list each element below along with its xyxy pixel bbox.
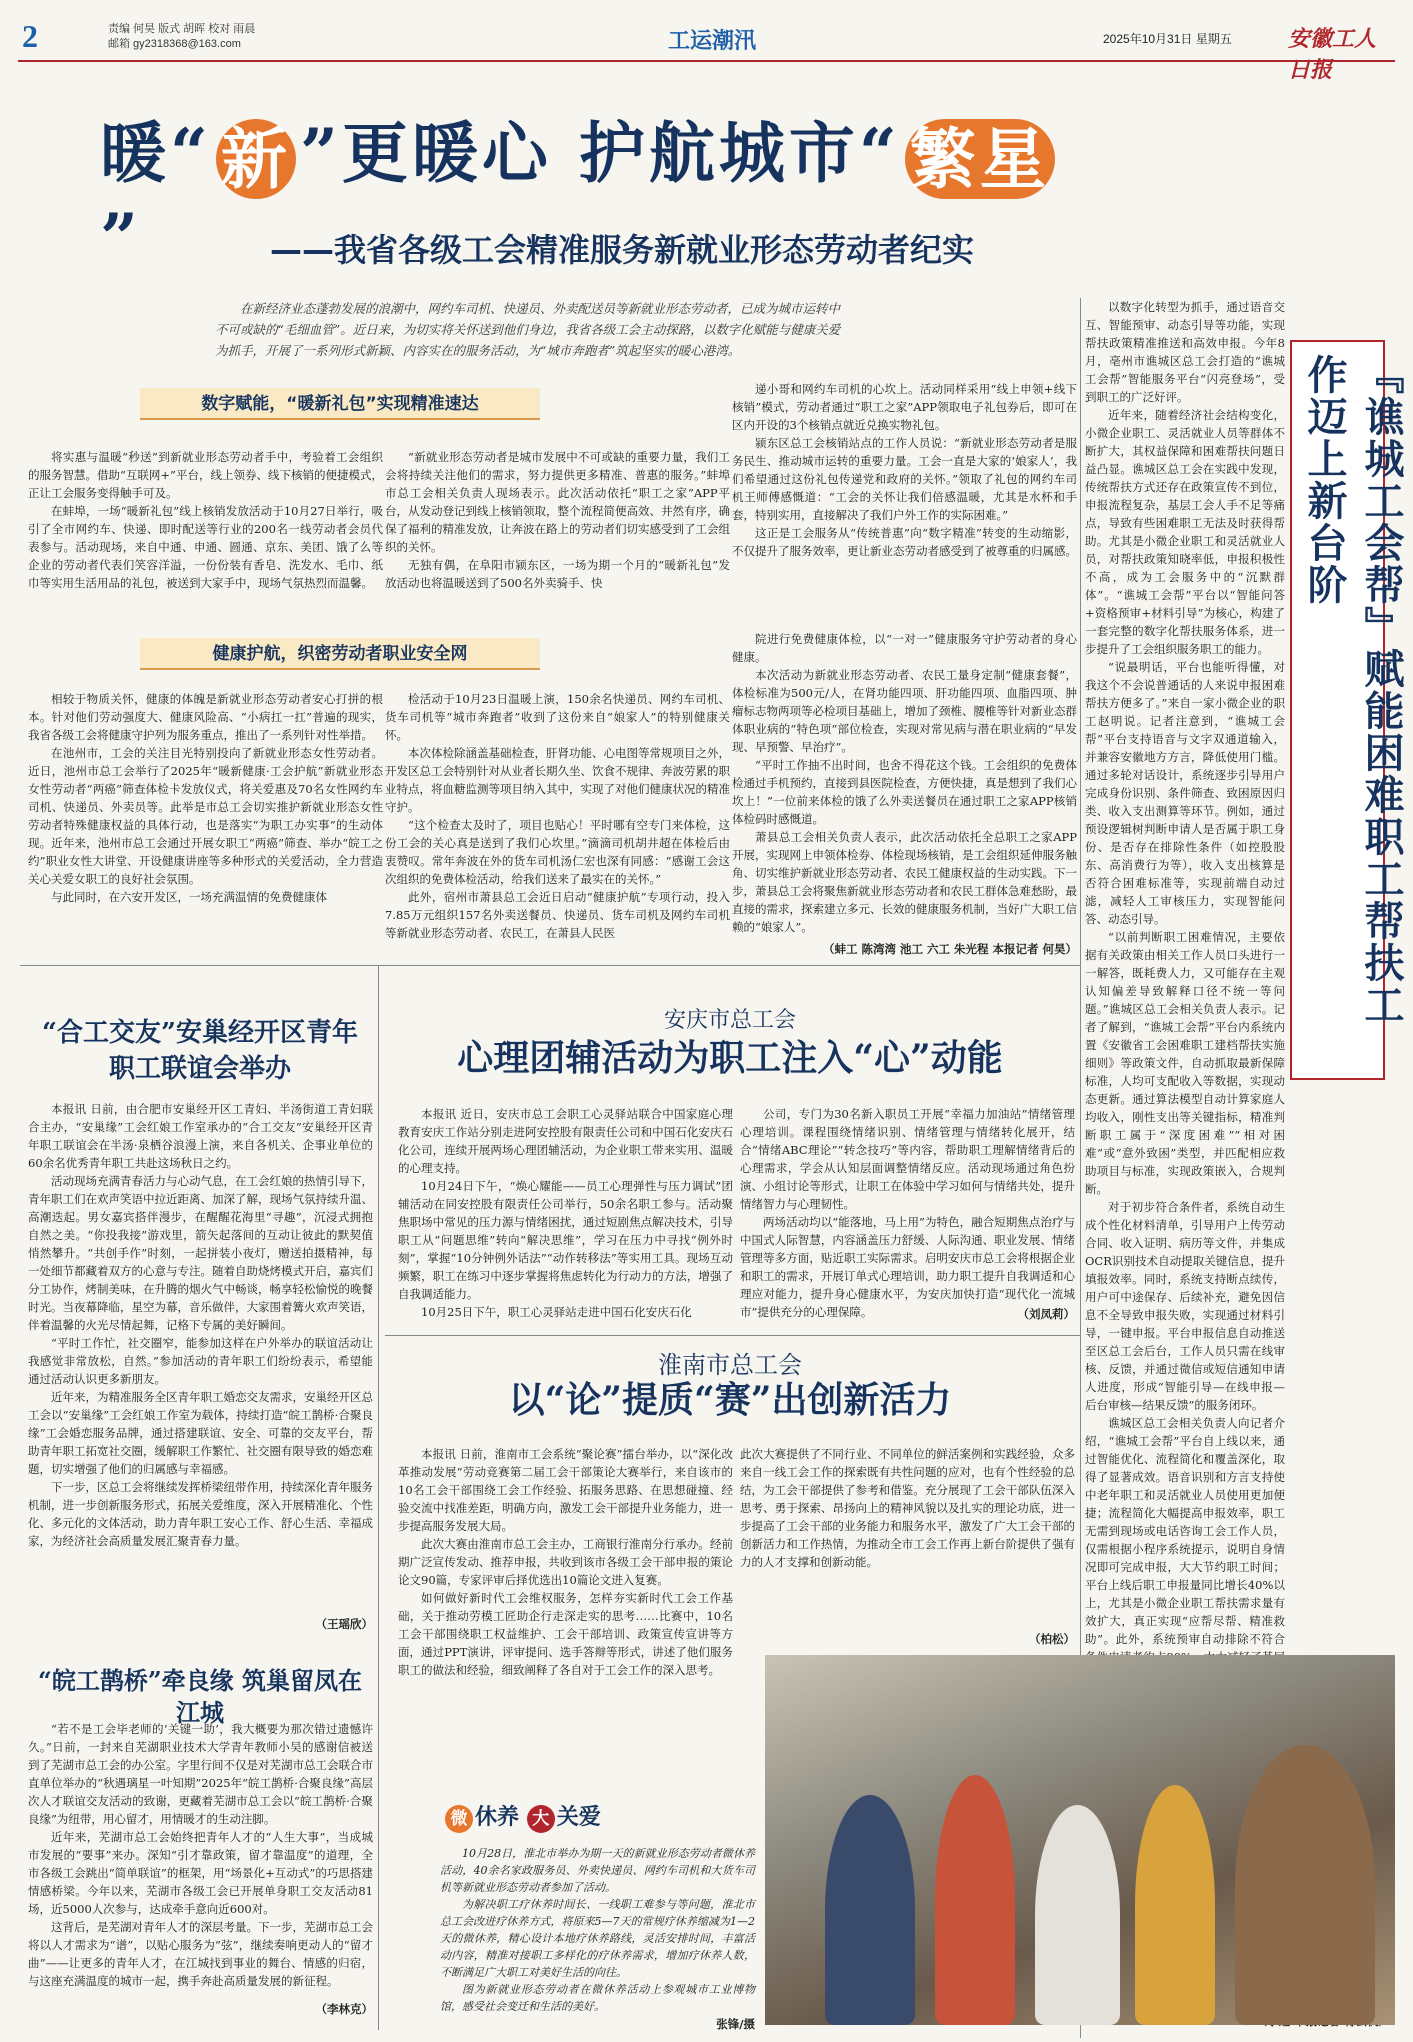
article-hegong-byline: （王瑶欣） (315, 1617, 373, 1631)
article-wangong-body: “若不是工会毕老师的‘关键一助’，我大概要为那次错过遗憾许久。”日前，一封来自芜湖职业技术大学青年教师小吴的感谢信被送到了芜湖市总工会的办公室。字里行间不仅是对芜湖市总工会联合市直单位举办的“秋遇璃星一叶知期”2025年“皖工鹊桥·合聚良缘”高层次人才联谊交友活动的致谢，更藏着芜湖市总工会以“皖工鹊桥·合聚良缘”为纽带，用心留才，用情暖才的生动注脚。 近年来，芜湖市总工会始终把青年人才的“人生大事”，当成城市发展的“要事”来办。深知“引才靠政策，留才靠温度”的道理，全市各级工会跳出“简单联谊”的框架，用“场景化+互动式”的巧思搭建情感桥梁。今年以来，芜湖市各级工会已开展单身职工交友活动81场，近5000人次参与，达成牵手意向近600对。 这背后，是芜湖对青年人才的深层考量。下一步，芜湖市总工会将以人才需求为“谱”，以贴心服务为“弦”，继续奏响更动人的“留才曲”——让更多的青年人才，在江城找到事业的舞台、情感的归宿，与这座充满温度的城市一起，携手奔赴高质量发展的新征程。 (28, 1722, 373, 1988)
tag-badge: 大 (527, 1805, 555, 1833)
article-wangong-byline: （李林克） (315, 2002, 373, 2016)
photo-figure (825, 1795, 915, 2025)
article-anqing-col-1: 本报讯 近日，安庆市总工会职工心灵驿站联合中国家庭心理教育安庆工作站分别走进阿安控股有限责任公司和中国石化安庆石化公司，连续开展两场心理团辅活动，为企业职工带来实用、温暖的心理支持。 10月24日下午，“焕心耀能——员工心理弹性与压力调试”团辅活动在同安控股有限责任公司举行，50余名职工参与。活动聚焦职场中常见的压力源与情绪困扰，通过短剧焦点解决技术，引导职工从“问题思维”转向“解决思维”，学习在压力中寻找“例外时刻”，掌握“10分钟例外话法”“动作转移法”等实用工具。现场互动频繁，职工在练习中逐步掌握将焦虑转化为行动力的方法，增强了自我调适能力。 10月25日下午，职工心灵驿站走进中国石化安庆石化 (398, 1107, 733, 1319)
section-title-digital: 数字赋能，“暖新礼包”实现精准速达 (140, 388, 540, 420)
divider (20, 965, 1080, 966)
side-article-body: 以数字化转型为抓手，通过语音交互、智能预审、动态引导等功能，实现帮扶政策精准推送和高效申报。今年8月，亳州市谯城区总工会打造的“谯城工会帮”智能服务平台“闪亮登场”，受到职工的广泛好评。 近年来，随着经济社会结构变化，小微企业职工、灵活就业人员等群体不断扩大，其权益保障和困难帮扶问题日益凸显。谯城区总工会在实践中发现，传统帮扶方式还存在政策宣传不到位，申报流程复杂，基层工会人手不足等痛点，导致有些困难职工无法及时获得帮助。尤其是小微企业职工和灵活就业人员，对帮扶政策知晓率低，申报积极性不高，成为工会服务中的“沉默群体”。“谯城工会帮”平台以“智能问答+资格预审+材料引导”为核心，构建了一套完整的数字化帮扶服务体系，进一步提升了工会组织服务职工的能力。 “说最明话，平台也能听得懂，对我这个不会说普通话的人来说申报困难帮扶方便多了。”来自一家小微企业的职工赵明说。记者注意到，“谯城工会帮”平台支持语音与文字双通道输入，并兼容安徽地方方言，降低使用门槛。通过多轮对话设计，系统逐步引导用户完成身份识别、条件筛查、致困原因归类、收入支出测算等环节。例如，通过预设逻辑树判断申请人是否属于职工身份、是否存在排除性条件（如控股股东、高消费行为等），收入支出核算是否符合困难标准等，实现前端自动过滤，减轻人工审核压力，实现智能问答、动态引导。 “以前判断职工困难情况，主要依据有关政策由相关工作人员口头进行一一解答，既耗费人力，又可能存在主观认知偏差导致解释口径不统一等问题。”谯城区总工会相关负责人表示。记者了解到，“谯城工会帮”平台内系统内置《安徽省工会困难职工建档帮扶实施细则》等政策文件，自动抓取最新保障标准，人均可支配收入等数据，实现动态更新。通过算法模型自动计算家庭人均收入，刚性支出等关键指标，精准判断职工属于“深度困难”“相对困难”或“意外致困”类型，并匹配相应救助项目与标准，实现政策嵌入，合规判断。 对于初步符合条件者，系统自动生成个性化材料清单，引导用户上传劳动合同、收入证明、病历等文件，并集成OCR识别技术自动提取关键信息，提升填报效率。同时，系统支持断点续传，用户可中途保存、后续补充，避免因信息不全导致申报失败，实现通过材料引导，一键申报。平台申报信息自动推送至区总工会后台，工作人员只需在线审核、反馈，并通过微信或短信通知申请人进度，形成“智能引导—在线申报—后台审核—结果反馈”的服务闭环。 谯城区总工会相关负责人向记者介绍，“谯城工会帮”平台自上线以来，通过智能优化、流程简化和覆盖深化，取得了显著成效。语音识别和方言支持使中老年职工和灵活就业人员使用更加便捷；流程简化大幅提高申报效率，职工无需到现场或电话咨询工会工作人员，仅需根据小程序系统提示，说明自身情况即可完成申报，大大节约职工时间；平台上线后职工申报量同比增长40%以上，尤其是小微企业职工帮扶需求量有效扩大，真正实现“应帮尽帮、精准救助”。此外，系统预审自动排除不符合 (1085, 300, 1285, 1646)
editors-info (108, 22, 255, 52)
side-article-title (1290, 340, 1404, 1080)
headline-part: ” (100, 199, 142, 277)
divider (378, 965, 379, 2030)
photo-statue (1235, 1745, 1375, 2025)
photo-figure (1135, 1785, 1215, 2025)
tag-text: 关爱 (556, 1805, 601, 1830)
article-title-wangong: “皖工鹊桥”牵良缘 筑巢留凤在江城 (38, 1666, 362, 1727)
article-huainan-col-1: 本报讯 日前，淮南市工会系统“聚论赛”擂台举办，以“深化改革推动发展”劳动竞赛第二届工会干部策论大赛举行，来自该市的10名工会干部围绕工会工作经验、拓服务思路、在思想碰撞、经验交流中找准差距，明确方向，激发工会干部提升业务能力，进一步提高服务发展大局。 此次大赛由淮南市总工会主办，工商银行淮南分行承办。经前期广泛宣传发动、推荐申报，共收到该市各级工会干部申报的策论论文90篇，专家评审后择优选出10篇论文进入复赛。 如何做好新时代工会维权服务，怎样夯实新时代工会工作基础，关于推动劳模工匠助企行走深走实的思考……比赛中，10名工会干部围绕职工权益维护、工会干部培训、政策宣传宣讲等方面，通过PPT演讲，评审提问、选手答辩等形式，讲述了他们服务职工的做法和经验，细致阐释了各自对于工会工作的深入思考。 (398, 1447, 733, 1677)
article-hegong-body: 本报讯 日前，由合肥市安巢经开区工青妇、半汤街道工青妇联合主办，“安巢缘”工会红娘工作室承办的“合工交友”安巢经开区青年职工联谊会在半汤·泉栖谷浪漫上演，来自各机关、企事业单位的60余名优秀青年职工共赴这场秋日之约。 活动现场充满青春活力与心动气息，在工会红娘的热情引导下，青年职工们在欢声笑语中拉近距离、加深了解，现场气氛持续升温、高潮迭起。男女嘉宾搭伴漫步，在醒醒花海里“寻趣”，沉浸式拥抱自然之美。“你投我接”游戏里，箭矢起落间的互动让彼此的默契值悄然攀升。“共创手作”时刻，一起拼装小夜灯，赠送拍摄精神，每一处细节都藏着双方的心意与专注。随着自助烧烤模式开启，嘉宾们分工协作，烤制美味，在升腾的烟火气中畅谈，畅享轻松愉悦的晚餐时光。当夜幕降临，星空为幕，音乐做伴，大家围着篝火欢声笑语，伴着温馨的火光尽情起舞，记格下专属的美好瞬间。 “平时工作忙，社交圈窄，能参加这样在户外举办的联谊活动让我感觉非常放松，自然。”参加活动的青年职工们纷纷表示，希望能通过活动认识更多新朋友。 近年来，为精准服务全区青年职工婚恋交友需求，安巢经开区总工会以“安巢缘”工会红娘工作室为载体，持续打造“皖工鹊桥·合聚良缘”工会婚恋服务品牌，通过搭建联谊、安全、可靠的交友平台，帮助青年职工拓宽社交圈，缓解职工作繁忙、社交圈有限导致的婚恋难题，切实增强了他们的归属感与幸福感。 下一步，区总工会将继续发挥桥梁纽带作用，持续深化青年服务机制，进一步创新服务形式，拓展关爱维度，深入开展精准化、个性化、多元化的文体活动，助力青年职工安心工作、舒心生活、幸福成家，为经济社会高质量发展汇聚青春力量。 (28, 1102, 373, 1548)
lead-paragraph: 在新经济业态蓬勃发展的浪潮中，网约车司机、快递员、外卖配送员等新就业形态劳动者，已成为城市运转中不可或缺的“毛细血管”。近日来，为切实将关怀送到他们身边，我省各级工会主动探路，以数字化赋能与健康关爱为抓手，开展了一系列形式新颖、内容实在的服务活动，为“城市奔跑者”筑起坚实的暖心港湾。 (215, 301, 841, 358)
tag-text: 休养 (475, 1805, 520, 1830)
article-huainan-col-2: 此次大赛提供了不同行业、不同单位的鲜活案例和实践经验，众多来自一线工会工作的探索既有共性问题的应对，也有个性经验的总结，为工会干部提供了参考和借鉴。充分展现了工会干部队伍深入思考、勇于探索、昂扬向上的精神风貌以及扎实的理论功底，进一步提高了工会干部的业务能力和服务水平，激发了广大工会干部的创新活力和工作热情，为推动全市工会工作再上新台阶提供了强有力的人才支撑和创新动能。 (740, 1447, 1075, 1569)
headline-badge-fanxing: 繁星 (905, 119, 1055, 199)
article-kicker-anqing: 安庆市总工会 (663, 1008, 796, 1033)
headline-badge-xin: 新 (216, 119, 296, 199)
article-col-4: 相较于物质关怀，健康的体魄是新就业形态劳动者安心打拼的根本。针对他们劳动强度大、健康风险高、“小病扛一扛”普遍的现实，我省各级工会将健康守护列为服务重点，推出了一系列针对性举措。 在池州市，工会的关注目光特别投向了新就业形态女性劳动者。近日，池州市总工会举行了2025年“暖新健康·工会护航”新就业形态女性劳动者“两癌”筛查体检卡发放仪式，将关爱惠及70名女性网约车司机、快递员、外卖员等。此举是市总工会切实推护新就业形态女性劳动者特殊健康权益的具体行动，也是落实“为职工办实事”的生动体现。近年来，池州市总工会通过开展女职工“两癌”筛查、举办“皖工之约”职业女性大讲堂、开设健康讲座等多种形式的关爱活动，全力营造关心关爱女职工的良好社会氛围。 与此同时，在六安开发区，一场充满温情的免费健康体 (28, 692, 383, 904)
article-title-huainan: 以“论”提质“赛”出创新活力 (508, 1379, 952, 1421)
headline-part: ”更暖心 护航城市“ (299, 114, 901, 192)
photo-credit: 张锋/摄 (716, 2017, 755, 2031)
email-line: 邮箱 gy2318368@163.com (108, 38, 241, 50)
article-title-anqing: 心理团辅活动为职工注入“心”动能 (457, 1037, 1003, 1079)
issue-date: 2025年10月31日 星期五 (1103, 32, 1232, 46)
photo-figure (1035, 1805, 1120, 2025)
page-header (18, 18, 1395, 83)
article-huainan-byline: （柏松） (1029, 1632, 1075, 1646)
divider (385, 1335, 1080, 1336)
tag-badge: 微 (445, 1805, 473, 1833)
photo-caption: 10月28日，淮北市举办为期一天的新就业形态劳动者微休养活动，40余名家政服务员、外卖快递员、网约车司机和大货车司机等新就业形态劳动者参加了活动。 为解决职工疗休养时间长、一线职工难参与等问题，淮北市总工会改进疗休养方式，将原来5—7天的常规疗休养缩减为1—2天的微休养，精心设计本地疗休养路线，灵活安排时间，丰富活动内容，精准对接职工多样化的疗休养需求，增加疗休养人数，不断满足广大职工对美好生活的向往。 图为新就业形态劳动者在微休养活动上参观城市工业博物馆，感受社会变迁和生活的美好。 (440, 1847, 755, 2013)
article-byline: （蚌工 陈湾湾 池工 六工 朱光程 本报记者 何昊） (822, 942, 1077, 956)
headline-part: 暖“ (100, 114, 212, 192)
article-anqing-col-2: 公司，专门为30名新入职员工开展“幸福力加油站”情绪管理心理培训。课程围绕情绪识别、情绪管理与情绪转化展开，结合“情绪ABC理论”“转念技巧”等内容，帮助职工理解情绪背后的心理需求，学会从认知层面调整情绪反应。活动现场通过角色扮演、小组讨论等形式，让职工在体验中学习如何与情绪共处，提升情绪智力与心理韧性。 两场活动均以“能落地，马上用”为特色，融合短期焦点治疗与中国式人际智慧，内容涵盖压力舒缓、人际沟通、职业发展、情绪管理等多方面，贴近职工实际需求。启明安庆市总工会将根据企业和职工的需求，开展订单式心理培训，助力职工提升自我调适和心理应对能力，提升身心健康水平，为安庆加快打造“现代化一流城市”提供充分的心理保障。 (740, 1107, 1075, 1319)
article-anqing-byline: （刘凤莉） (1017, 1307, 1075, 1321)
photo-section-tag (445, 1800, 601, 1833)
section-title-health: 健康护航，织密劳动者职业安全网 (140, 638, 540, 670)
photo-figure (935, 1775, 1015, 2025)
editors-line: 责编 何昊 版式 胡晖 校对 雨晨 (108, 23, 256, 35)
article-col-3: 递小哥和网约车司机的心坎上。活动同样采用“线上申领+线下核销”模式，劳动者通过“职工之家”APP领取电子礼包券后，即可在区内开设的3个核销点就近兑换实物礼包。 颍东区总工会核销站点的工作人员说：“新就业形态劳动者是服务民生、推动城市运转的重要力量。工会一直是大家的‘娘家人’，我们希望通过这份礼包传递党和政府的关怀。”领取了礼包的网约车司机王师傅感慨道：“工会的关怀让我们倍感温暖，尤其是水杯和手套，特别实用，直接解决了我们户外工作的实际困难。” 这正是工会服务从“传统普惠”向“数字精准”转变的生动缩影，不仅提升了服务效率，更让新业态劳动者感受到了被尊重的归属感。 (732, 382, 1077, 558)
article-col-1: 将实惠与温暖“秒送”到新就业形态劳动者手中，考验着工会组织的服务智慧。借助“互联网+”平台，线上领券、线下核销的便捷模式，正让工会服务变得触手可及。 在蚌埠，一场“暖新礼包”线上核销发放活动于10月27日举行，吸引了全市网约车、快递、即时配送等行业的200名一线劳动者会员代表参与。活动现场，来自中通、申通、圆通、京东、美团、饿了么等企业的劳动者代表们笑容洋溢，一份份装有香皂、洗发水、毛巾、纸巾等实用生活用品的礼包，被送到大家手中，现场气氛热烈而温馨。 (28, 450, 383, 590)
article-col-5: 检活动于10月23日温暖上演，150余名快递员、网约车司机、货车司机等“城市奔跑者”收到了这份来自“娘家人”的特别健康关怀。 本次体检除涵盖基础检查，肝肾功能、心电图等常规项目之外，开发区总工会特别针对从业者长期久坐、饮食不规律、奔波劳累的职业特点，将血糖监测等项目纳入其中，实现了对他们健康状况的精准守护。 “这个检查太及时了，项目也贴心！平时哪有空专门来体检，这份工会的关心真是送到了我们心坎里。”滴滴司机胡井超在体检后由衷赞叹。常年奔波在外的货车司机汤仁宏也深有同感：“感谢工会这次组织的免费体检活动，给我们送来了最实在的关怀。” 此外，宿州市萧县总工会近日启动“健康护航”专项行动，投入7.85万元组织157名外卖送餐员、快递员、货车司机及网约车司机等新就业形态劳动者、农民工，在萧县人民医 (385, 692, 730, 940)
news-photo (765, 1655, 1395, 2025)
article-kicker-huainan: 淮南市总工会 (658, 1351, 802, 1379)
article-title-hegong: “合工交友”安巢经开区青年职工联谊会举办 (42, 1018, 358, 1084)
newspaper-logo: 安徽工人日报 (1288, 26, 1377, 83)
page-number: 2 (22, 18, 38, 54)
side-title-text: 『谯城工会帮』赋能困难职工帮扶工作迈上新台阶 (1301, 354, 1404, 1026)
article-col-2: “新就业形态劳动者是城市发展中不可或缺的重要力量，我们工会将持续关注他们的需求，努力提供更多精准、普惠的服务。”蚌埠市总工会相关负责人现场表示。此次活动依托“职工之家”APP平台，从发动登记到线上核销领取，整个流程简便高效、井然有序，确保了福利的精准发放，让奔波在路上的劳动者们切实感受到了工会组织的关怀。 无独有偶，在阜阳市颍东区，一场为期一个月的“暖新礼包”发放活动也将温暖送到了500名外卖骑手、快 (385, 450, 730, 590)
article-col-6: 院进行免费健康体检，以“一对一”健康服务守护劳动者的身心健康。 本次活动为新就业形态劳动者、农民工量身定制“健康套餐”，体检标准为500元/人，在肾功能四项、肝功能四项、血脂四项、肿瘤标志物两项等必检项目基础上，增加了颈椎、腰椎等针对新业态群体职业病的“特色项”部位检查，实现对常见病与潜在职业病的“早发现、早预警、早治疗”。 “平时工作抽不出时间，也舍不得花这个钱。工会组织的免费体检通过手机预约，直接到县医院检查，方便快捷，真是想到了我们心坎上！”一位前来体检的饿了么外卖送餐员在通过职工之家APP核销体检码时感慨道。 萧县总工会相关负责人表示，此次活动依托全总职工之家APP开展，实现网上申领体检券、体检现场核销，是工会组织延伸服务触角、切实维护新就业形态劳动者、农民工健康权益的生动实践。下一步，萧县总工会将聚焦新就业形态劳动者和农民工群体急难愁盼，最直接的需求，探索建立多元、长效的健康服务机制，当好广大职工信赖的“娘家人”。 (732, 632, 1077, 934)
section-name: 工运潮汛 (668, 29, 757, 54)
sub-headline: ——我省各级工会精准服务新就业形态劳动者纪实 (270, 231, 975, 269)
